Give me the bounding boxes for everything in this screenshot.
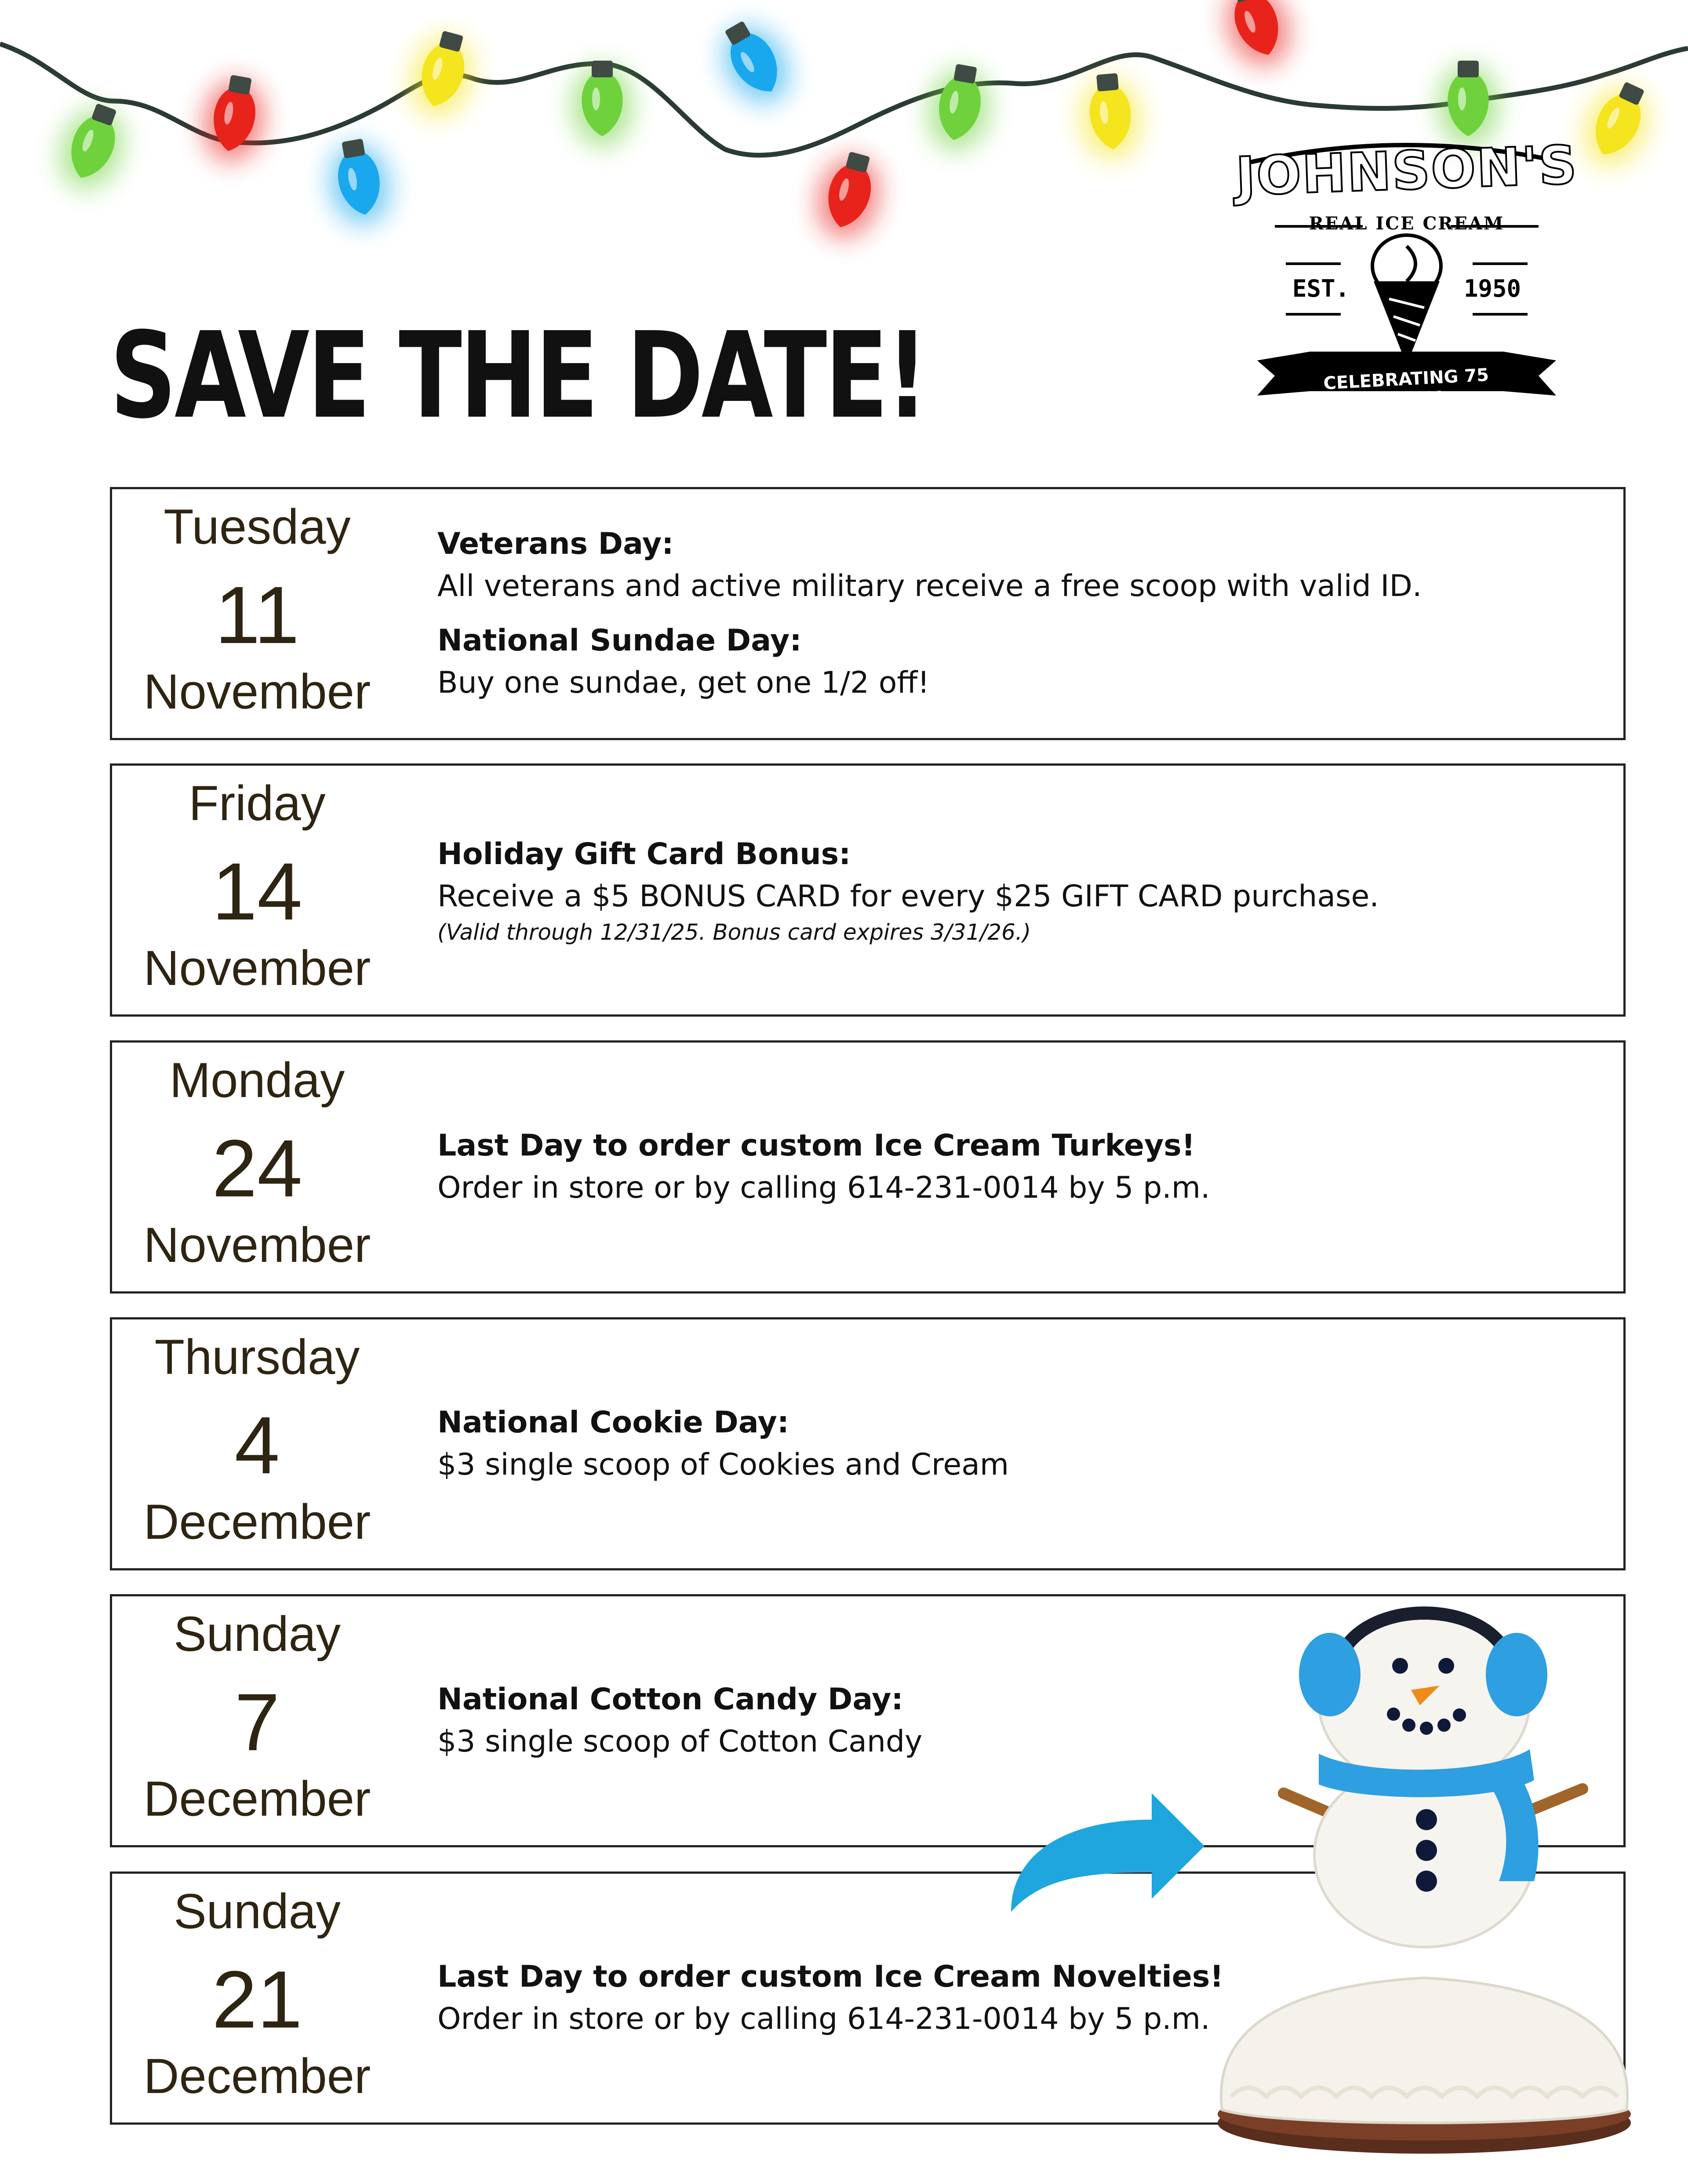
light-bulb-icon (1076, 71, 1145, 163)
brand-name: JOHNSON'S (1235, 134, 1579, 208)
event-item-title: National Cookie Day: (437, 1405, 789, 1440)
event-card (110, 763, 1626, 1017)
light-bulb-icon (808, 146, 890, 246)
event-item-title: National Sundae Day: (437, 623, 802, 658)
event-date (112, 1874, 402, 2122)
event-date (112, 1319, 402, 1568)
event-month: December (143, 2049, 371, 2104)
event-item (437, 1402, 1536, 1486)
light-bulb-icon (196, 71, 272, 167)
event-month: November (143, 664, 371, 719)
brand-est-year: 1950 (1464, 275, 1521, 302)
event-day-number: 7 (234, 1677, 280, 1768)
event-item-title: National Cotton Candy Day: (437, 1682, 903, 1717)
event-day-number: 14 (212, 847, 302, 937)
light-bulb-icon (1214, 0, 1301, 76)
light-bulb-icon (322, 135, 397, 231)
event-item-title: Veterans Day: (437, 527, 674, 561)
light-bulb-icon (921, 60, 997, 156)
event-month: December (143, 1494, 371, 1549)
event-day-number: 11 (215, 570, 300, 661)
event-item-text: All veterans and active military receive a free scoop with valid ID. (437, 569, 1422, 603)
event-weekday: Tuesday (164, 499, 351, 554)
event-date (112, 1043, 402, 1291)
event-date (112, 489, 402, 738)
light-bulb-icon (401, 25, 483, 125)
event-item-title: Holiday Gift Card Bonus: (437, 837, 851, 872)
event-item (437, 620, 1536, 704)
event-month: December (143, 1771, 371, 1826)
event-weekday: Friday (189, 776, 326, 831)
event-item (437, 523, 1536, 607)
light-bulb-icon (571, 61, 633, 147)
event-card (110, 1040, 1626, 1294)
event-weekday: Monday (169, 1053, 345, 1108)
event-details (437, 766, 1536, 1014)
event-month: November (143, 1217, 371, 1272)
event-item-title: Last Day to order custom Ice Cream Novelties! (437, 1959, 1224, 1994)
event-date (112, 766, 402, 1014)
event-item-title: Last Day to order custom Ice Cream Turkeys! (437, 1128, 1195, 1163)
event-card (110, 487, 1626, 740)
event-date (112, 1596, 402, 1845)
brand-est-label: EST. (1292, 275, 1350, 302)
event-details (437, 489, 1536, 738)
event-item-text: $3 single scoop of Cookies and Cream (437, 1447, 1009, 1482)
event-item-text: Order in store or by calling 614-231-0014 by 5 p.m. (437, 1170, 1210, 1205)
event-item (437, 1125, 1536, 1209)
event-day-number: 21 (212, 1955, 302, 2045)
event-card (110, 1317, 1626, 1570)
arrow-icon (1011, 1793, 1204, 1912)
snowman-ice-cream-illustration (1002, 1573, 1635, 2158)
johnsons-logo (1231, 132, 1582, 422)
event-item-text: Order in store or by calling 614-231-0014 by 5 p.m. (437, 2002, 1210, 2036)
event-item (437, 833, 1536, 947)
event-weekday: Sunday (174, 1606, 341, 1661)
brand-anniversary-banner: CELEBRATING 75 YEARS! (1323, 365, 1490, 412)
event-weekday: Sunday (174, 1884, 341, 1939)
light-bulb-icon (1571, 73, 1663, 178)
brand-tagline: REAL ICE CREAM (1309, 213, 1505, 234)
page-title: SAVE THE DATE! (110, 306, 927, 445)
event-item-text: $3 single scoop of Cotton Candy (437, 1724, 923, 1759)
event-details (437, 1043, 1536, 1291)
light-bulb-icon (48, 96, 136, 199)
light-bulb-icon (707, 11, 804, 116)
event-day-number: 24 (212, 1123, 302, 1214)
event-day-number: 4 (234, 1400, 280, 1491)
event-weekday: Thursday (154, 1330, 360, 1385)
event-month: November (143, 941, 371, 996)
event-item-text: Receive a $5 BONUS CARD for every $25 GIFT CARD purchase. (437, 879, 1379, 914)
event-item-note: (Valid through 12/31/25. Bonus card expires 3/31/26.) (437, 919, 1031, 945)
event-details (437, 1319, 1536, 1568)
event-item-text: Buy one sundae, get one 1/2 off! (437, 665, 930, 700)
